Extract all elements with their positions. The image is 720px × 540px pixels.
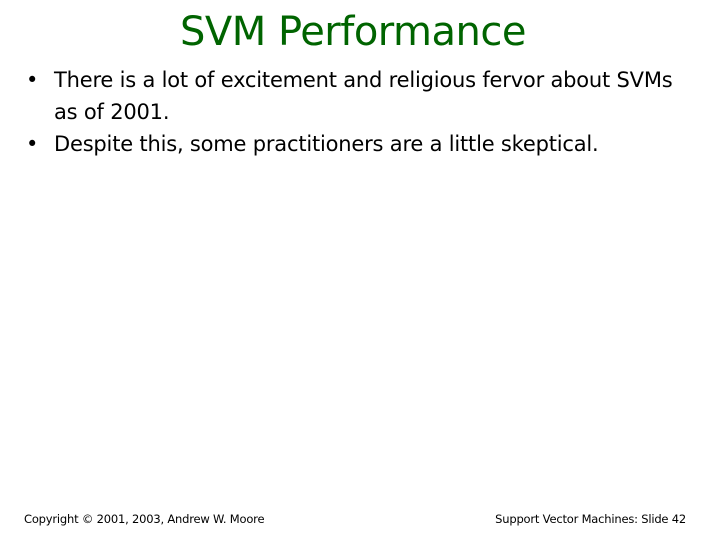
bullet-item <box>22 64 702 128</box>
bullet-marker: • <box>26 132 39 156</box>
footer-slide-number: Support Vector Machines: Slide 42 <box>495 512 686 526</box>
footer-copyright: Copyright © 2001, 2003, Andrew W. Moore <box>24 512 265 526</box>
bullet-text: Despite this, some practitioners are a little skeptical. <box>54 132 599 156</box>
bullet-item <box>22 128 702 160</box>
bullet-text: There is a lot of excitement and religious fervor about SVMs as of 2001. <box>54 68 673 124</box>
bullet-list <box>22 64 702 160</box>
slide-title: SVM Performance <box>180 9 526 55</box>
bullet-marker: • <box>26 68 39 92</box>
